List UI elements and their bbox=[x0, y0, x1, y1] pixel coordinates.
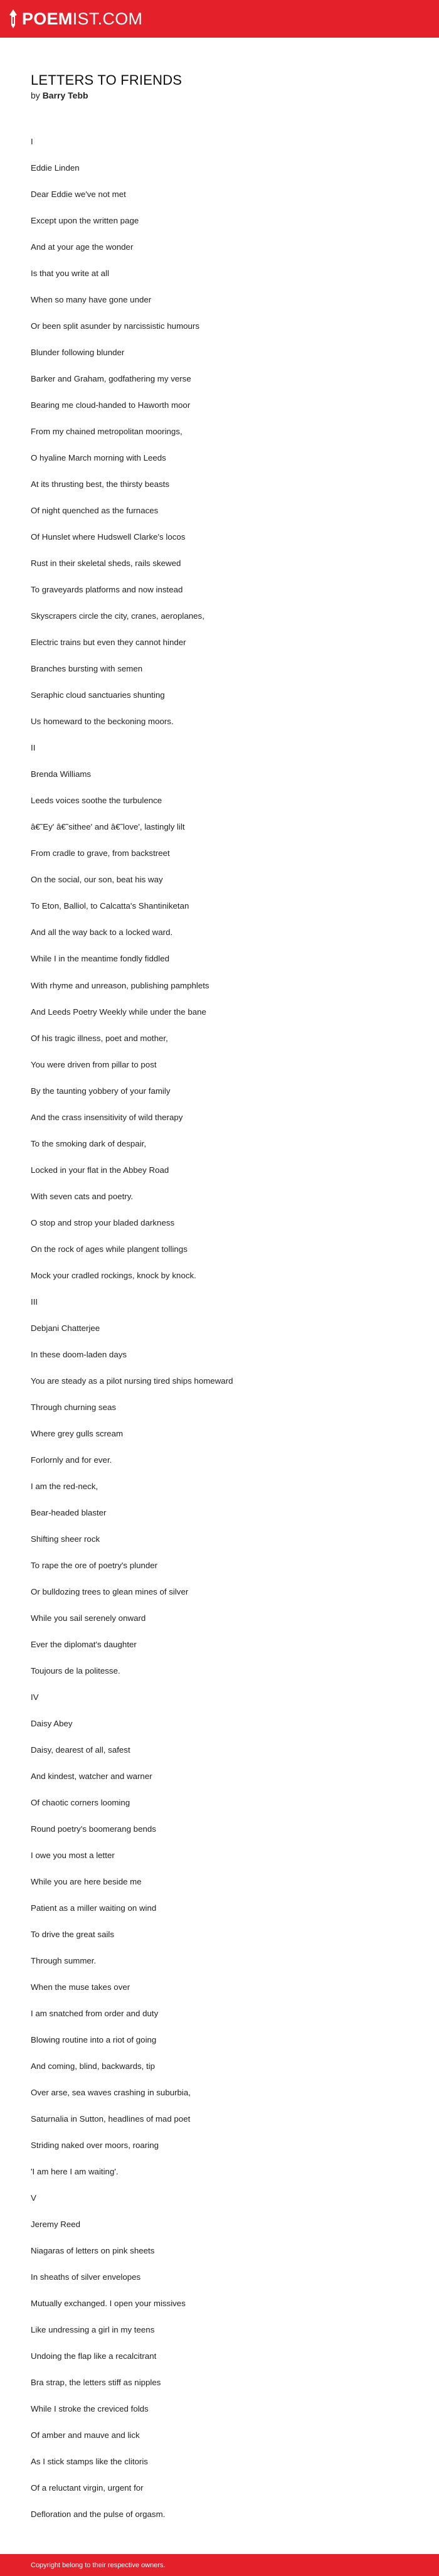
poem-line: Of Hunslet where Hudswell Clarke's locos bbox=[31, 532, 186, 542]
poem-line: Rust in their skeletal sheds, rails skewed bbox=[31, 558, 181, 569]
poem-line: Eddie Linden bbox=[31, 163, 80, 173]
poem-line: Over arse, sea waves crashing in suburbia, bbox=[31, 2088, 191, 2098]
poem-line: Seraphic cloud sanctuaries shunting bbox=[31, 690, 165, 700]
poem-line: And Leeds Poetry Weekly while under the bane bbox=[31, 1007, 206, 1017]
poem-line: Or bulldozing trees to glean mines of silver bbox=[31, 1586, 189, 1596]
poem-line: And kindest, watcher and warner bbox=[31, 1771, 152, 1781]
poem-line: Undoing the flap like a recalcitrant bbox=[31, 2351, 157, 2361]
poem-line: I bbox=[31, 137, 33, 146]
site-footer bbox=[0, 2554, 439, 2576]
poem-line: Niagaras of letters on pink sheets bbox=[31, 2246, 155, 2256]
poem-line: From my chained metropolitan moorings, bbox=[31, 427, 182, 437]
poem-line: Patient as a miller waiting on wind bbox=[31, 1903, 157, 1913]
byline-prefix: by bbox=[31, 90, 43, 100]
poem-line: Through churning seas bbox=[31, 1402, 117, 1412]
poem-line: Forlornly and for ever. bbox=[31, 1455, 112, 1465]
poem-line: Where grey gulls scream bbox=[31, 1428, 124, 1438]
poem-line: Ever the diplomat's daughter bbox=[31, 1639, 137, 1649]
poem-line: And the crass insensitivity of wild therapy bbox=[31, 1112, 183, 1122]
poem-line: Like undressing a girl in my teens bbox=[31, 2325, 155, 2335]
poem-line: Jeremy Reed bbox=[31, 2220, 81, 2230]
site-header bbox=[0, 0, 439, 38]
poem-line: In these doom-laden days bbox=[31, 1349, 127, 1359]
poem-body bbox=[31, 135, 407, 2534]
poem-line: Of amber and mauve and lick bbox=[31, 2430, 140, 2440]
poem-line: You are steady as a pilot nursing tired ships homeward bbox=[31, 1376, 233, 1386]
poem-line: While I stroke the creviced folds bbox=[31, 2404, 149, 2414]
poem-line: Electric trains but even they cannot hinder bbox=[31, 638, 186, 648]
poem-line: On the rock of ages while plangent tollings bbox=[31, 1244, 188, 1254]
poem-line: Us homeward to the beckoning moors. bbox=[31, 717, 174, 727]
poem-line: Bearing me cloud-handed to Haworth moor bbox=[31, 400, 191, 410]
poem-line: Locked in your flat in the Abbey Road bbox=[31, 1165, 169, 1175]
poem-line: While you sail serenely onward bbox=[31, 1613, 146, 1623]
poem-line: IV bbox=[31, 1692, 39, 1702]
poem-line: Through summer. bbox=[31, 1956, 97, 1966]
poem-line: To graveyards platforms and now instead bbox=[31, 585, 183, 595]
poem-line: I am snatched from order and duty bbox=[31, 2009, 159, 2019]
poem-title: LETTERS TO FRIENDS bbox=[31, 72, 182, 88]
poem-line: Or been split asunder by narcissistic humours bbox=[31, 321, 200, 331]
poem-line: II bbox=[31, 743, 36, 753]
poem-line: Of a reluctant virgin, urgent for bbox=[31, 2483, 144, 2493]
poem-line: Dear Eddie we've not met bbox=[31, 190, 126, 200]
poem-line: As I stick stamps like the clitoris bbox=[31, 2457, 148, 2467]
poem-line: Shifting sheer rock bbox=[31, 1534, 100, 1544]
copyright-text: Copyright belong to their respective owners. bbox=[31, 2562, 166, 2569]
poem-line: Skyscrapers circle the city, cranes, aeroplanes, bbox=[31, 611, 204, 621]
poem-line: While you are here beside me bbox=[31, 1877, 142, 1887]
poem-line: Daisy Abey bbox=[31, 1718, 73, 1728]
poem-line: By the taunting yobbery of your family bbox=[31, 1086, 171, 1096]
poem-line: To drive the great sails bbox=[31, 1930, 115, 1940]
poem-byline bbox=[31, 89, 407, 102]
poem-line: Striding naked over moors, roaring bbox=[31, 2140, 159, 2151]
poem-line: Of his tragic illness, poet and mother, bbox=[31, 1033, 168, 1043]
poem-line: Bear-headed blaster bbox=[31, 1507, 107, 1517]
poem-line: O stop and strop your bladed darkness bbox=[31, 1217, 175, 1227]
poem-line: Branches bursting with semen bbox=[31, 664, 143, 674]
poem-line: Toujours de la politesse. bbox=[31, 1665, 120, 1675]
poem-line: In sheaths of silver envelopes bbox=[31, 2272, 141, 2282]
poem-line: Brenda Williams bbox=[31, 769, 92, 779]
poem-line: And coming, blind, backwards, tip bbox=[31, 2061, 156, 2071]
poem-line: Bra strap, the letters stiff as nipples bbox=[31, 2378, 161, 2388]
poem-line: Of chaotic corners looming bbox=[31, 1797, 130, 1807]
poem-content bbox=[31, 72, 407, 2520]
poem-line: V bbox=[31, 2193, 36, 2203]
poem-line: Mutually exchanged. I open your missives bbox=[31, 2299, 186, 2309]
poem-line: Blunder following blunder bbox=[31, 348, 125, 358]
poem-line: You were driven from pillar to post bbox=[31, 1059, 157, 1069]
poem-line: O hyaline March morning with Leeds bbox=[31, 453, 166, 463]
poem-line: To the smoking dark of despair, bbox=[31, 1138, 147, 1148]
poem-line: I owe you most a letter bbox=[31, 1851, 115, 1861]
poem-line: From cradle to grave, from backstreet bbox=[31, 848, 170, 858]
poem-line: And all the way back to a locked ward. bbox=[31, 927, 173, 938]
poem-line: Is that you write at all bbox=[31, 269, 109, 279]
poem-line: Except upon the written page bbox=[31, 216, 139, 226]
logo-text-light: IST.COM bbox=[72, 9, 143, 28]
poem-line: With seven cats and poetry. bbox=[31, 1191, 134, 1201]
poem-line: When so many have gone under bbox=[31, 295, 152, 305]
pen-nib-icon bbox=[9, 9, 18, 28]
poem-line: III bbox=[31, 1296, 38, 1307]
poem-line: When the muse takes over bbox=[31, 1982, 130, 1992]
poem-line: Blowing routine into a riot of going bbox=[31, 2035, 157, 2045]
poem-line: At its thrusting best, the thirsty beasts bbox=[31, 479, 169, 489]
logo-text-bold: POEM bbox=[22, 9, 73, 28]
poem-line: Daisy, dearest of all, safest bbox=[31, 1745, 130, 1755]
poem-line: Debjani Chatterjee bbox=[31, 1323, 100, 1333]
poem-line: 'I am here I am waiting'. bbox=[31, 2167, 119, 2177]
poem-author: Barry Tebb bbox=[42, 90, 88, 100]
poem-line: I am the red-neck, bbox=[31, 1481, 98, 1491]
poem-line: To rape the ore of poetry's plunder bbox=[31, 1560, 158, 1570]
poem-line: To Eton, Balliol, to Calcatta's Shantiniketan bbox=[31, 901, 189, 911]
poem-line: Saturnalia in Sutton, headlines of mad poet bbox=[31, 2114, 191, 2124]
poem-line: Leeds voices soothe the turbulence bbox=[31, 796, 162, 806]
poem-line: Mock your cradled rockings, knock by knock. bbox=[31, 1270, 196, 1280]
poem-line: On the social, our son, beat his way bbox=[31, 875, 163, 885]
poem-line: â€˜Ey' â€˜sithee' and â€˜love', lastingly lilt bbox=[31, 822, 185, 832]
poem-line: While I in the meantime fondly fiddled bbox=[31, 954, 169, 964]
poem-line: Of night quenched as the furnaces bbox=[31, 506, 159, 516]
poem-line: Defloration and the pulse of orgasm. bbox=[31, 2509, 166, 2520]
logo-text bbox=[22, 9, 142, 29]
poem-line: Barker and Graham, godfathering my verse bbox=[31, 374, 191, 384]
poem-line: And at your age the wonder bbox=[31, 242, 134, 252]
poem-line: Round poetry's boomerang bends bbox=[31, 1824, 156, 1834]
poem-line: With rhyme and unreason, publishing pamphlets bbox=[31, 980, 209, 990]
site-logo[interactable] bbox=[9, 8, 142, 29]
